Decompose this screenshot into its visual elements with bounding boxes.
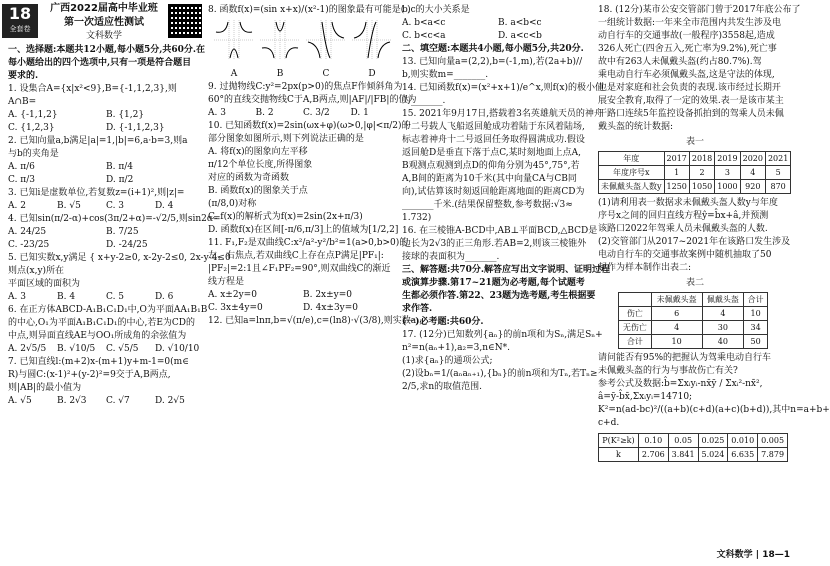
answer-option: B. 2√3: [57, 396, 87, 406]
table2-title: 表二: [685, 278, 704, 288]
answer-options: [8, 109, 204, 122]
text-line: 边长为2√3的正三角形.若AB=2,则该三棱锥外: [402, 239, 587, 249]
text-line: 则|AB|的最小值为: [8, 383, 82, 393]
text-line: 11. F₁,F₂是双曲线C:x²/a²-y²/b²=1(a>0,b>0)的: [208, 238, 409, 248]
text-line: 序号x之间的回归直线方程ŷ=b̂x+â,并预测: [598, 211, 769, 221]
text-line: b,c的大小关系是: [402, 5, 470, 15]
table-cell: 4: [702, 307, 744, 321]
text-line: (1)请利用表一数据求未佩戴头盔人数y与年度: [598, 198, 778, 208]
table-header-cell: 0.005: [758, 434, 788, 448]
table-header-cell: 2018: [689, 152, 714, 166]
text-line: 1.732): [402, 213, 432, 223]
answer-option: C. b<c<a: [402, 31, 446, 41]
text-line: R)与圆C:(x-1)²+(y-2)²=9交于A,B两点,: [8, 370, 171, 380]
table-header-row: [619, 293, 768, 307]
text-line: 戴头盔的统计数据:: [598, 122, 674, 132]
table-cell: 6.635: [728, 448, 758, 462]
table-header-cell: 2020: [740, 152, 765, 166]
graph-option-c: [306, 17, 346, 63]
answer-options: [8, 291, 204, 304]
table1-title: 表一: [685, 137, 704, 147]
table-header-cell: 合计: [744, 293, 768, 307]
answer-option: A. 3: [8, 292, 26, 302]
text-line: 动自行车的交通事故(一般程序)3558起,造成: [598, 31, 775, 41]
text-line: C. f(x)的解析式为f(x)=2sin(2x+π/3): [208, 212, 363, 222]
graph-option-d: [352, 17, 392, 63]
text-line: 部分图象如图所示,则下列说法正确的是: [208, 134, 364, 144]
answer-option: B. a<b<c: [498, 18, 542, 28]
answer-options: [208, 302, 398, 315]
text-line: 一、选择题:本题共12小题,每小题5分,共60分.在: [8, 45, 206, 55]
text-line: |PF₂|=2:1且∠F₁PF₂=90°,则双曲线C的渐近: [208, 264, 391, 274]
text-line: (2)交管部门从2017~2021年在该路口发生涉及: [598, 237, 791, 247]
table-header-cell: 0.05: [668, 434, 698, 448]
text-line: n²=n(aₙ+1),a₂=3,n∈N*.: [402, 343, 510, 353]
text-line: 或演算步骤.第17~21题为必考题,每个试题考: [402, 278, 585, 288]
answer-option: A. {-1,1,2}: [8, 110, 58, 120]
answer-options: [8, 200, 204, 213]
answer-option: C. 3/2: [303, 108, 330, 118]
column-3: [402, 4, 610, 394]
table-row: [599, 166, 791, 180]
text-line: 14. 已知函数f(x)=(x²+x+1)/e^x,则f(x)的极小值: [402, 83, 604, 93]
text-line: 与b的夹角是: [8, 149, 59, 159]
table-cell: 4: [740, 166, 765, 180]
answer-option: D. {-1,1,2,3}: [106, 123, 165, 133]
table-cell: 50: [744, 335, 768, 349]
subject: 文科数学: [85, 31, 122, 41]
text-line: 平面区域的面积为: [8, 279, 81, 289]
text-line: 每小题给出的四个选项中,只有一项是符合题目: [8, 58, 192, 68]
table-cell: 1000: [715, 180, 740, 194]
answer-options: [208, 289, 398, 302]
answer-option: C. -23/25: [8, 240, 50, 250]
text-line: 干路口连续5年监控设备抓拍到的驾乘人员未佩: [598, 109, 784, 119]
answer-options: [8, 343, 204, 356]
answer-option: D. √10/10: [155, 344, 200, 354]
text-line: c+d.: [598, 418, 620, 428]
answer-option: B. √5: [57, 201, 81, 211]
table-cell: 伤亡: [619, 307, 652, 321]
answer-option: A. √5: [8, 396, 32, 406]
table-header-cell: 2017: [664, 152, 689, 166]
text-line: 十二号载人飞船返回舱成功着陆于东风着陆场,: [402, 122, 585, 132]
answer-options: [402, 30, 594, 43]
badge-number: 18: [8, 4, 32, 23]
answer-option: C. √5/5: [106, 344, 139, 354]
answer-options: [8, 122, 204, 135]
answer-option: A. x±2y=0: [208, 290, 257, 300]
text-line: 二、填空题:本题共4小题,每小题5分,共20分.: [402, 44, 584, 54]
answer-options: [8, 161, 204, 174]
text-line: 的中心,O₁为平面A₁B₁C₁D₁的中心,若E为CD的: [8, 318, 196, 328]
graph-label: B: [276, 69, 284, 79]
answer-option: B. √10/5: [57, 344, 96, 354]
table-cell: 1250: [664, 180, 689, 194]
table3: [598, 433, 788, 462]
answer-options: [208, 107, 398, 120]
table-cell: 40: [702, 335, 744, 349]
graph-option-a: [214, 17, 254, 63]
table1: [598, 151, 791, 194]
text-line: _______千米.(结果保留整数,参考数据:√3≈: [402, 200, 573, 210]
answer-option: A. 24/25: [8, 227, 47, 237]
title-line1: 广西2022届高中毕业班: [50, 3, 158, 14]
answer-options: [8, 226, 204, 239]
table-header-cell: 佩戴头盔: [702, 293, 744, 307]
column-4: [598, 4, 830, 462]
text-line: 60°的直线交抛物线C于A,B两点,则|AF|/|FB|的值为: [208, 95, 417, 105]
text-line: 1. 设集合A={x|x²<9},B={-1,1,2,3},则: [8, 84, 177, 94]
table-header-row: [599, 434, 788, 448]
text-line: 一组统计数据:一年来全市范围内共发生涉及电: [598, 18, 782, 28]
text-line: 15. 2021年9月17日,搭载着3名英雄航天员的神舟: [402, 109, 603, 119]
text-line: 16. 在三棱锥A-BCD中,AB⊥平面BCD,△BCD是: [402, 226, 598, 236]
answer-option: C. √7: [106, 396, 130, 406]
text-line: 参考公式及数据:b̂=Σxᵢyᵢ-nx̄ȳ / Σxᵢ²-nx̄²,: [598, 379, 763, 389]
answer-option: B. {1,2}: [106, 110, 145, 120]
answer-option: D. 1: [350, 108, 369, 118]
table-header-cell: 2019: [715, 152, 740, 166]
text-line: 左、右焦点,若双曲线C上存在点P满足|PF₁|:: [208, 251, 384, 261]
text-line: b,则实数m=_______.: [402, 70, 489, 80]
answer-option: D. 4: [155, 201, 174, 211]
text-line: 12. 已知a=lnπ,b=√(π/e),c=(ln8)·√(3/8),则实数a,: [208, 316, 419, 326]
text-line: D. 函数f(x)在区间[-π/6,π/3]上的值域为[1/2,2]: [208, 225, 399, 235]
answer-options: [8, 239, 204, 252]
text-line: 也是对家庭和社会负责的表现.该市经过长期开: [598, 83, 781, 93]
text-line: 起作为样本制作出表二:: [598, 263, 692, 273]
text-line: 8. 函数f(x)=(sin x+x)/(x²-1)的图象最有可能是( ): [208, 5, 411, 15]
table-cell: 7.879: [758, 448, 788, 462]
table-cell: 5: [765, 166, 790, 180]
text-line: (2)设bₙ=1/(aₙaₙ₊₁),{bₙ}的前n项和为Tₙ,若Tₙ≥: [402, 369, 598, 379]
table-cell: 10: [744, 307, 768, 321]
answer-options: [8, 174, 204, 187]
table-row: [619, 321, 768, 335]
text-line: π/12个单位长度,所得图象: [208, 160, 313, 170]
answer-option: D. 6: [155, 292, 174, 302]
answer-option: A. 2: [8, 201, 26, 211]
text-line: 请问能否有95%的把握认为驾乘电动自行车: [598, 353, 772, 363]
table-cell: 1: [664, 166, 689, 180]
table-cell: 6: [651, 307, 702, 321]
answer-option: B. 7/25: [106, 227, 139, 237]
text-line: A. 将f(x)的图象向左平移: [208, 147, 308, 157]
text-line: 9. 过抛物线C:y²=2px(p>0)的焦点F作倾斜角为: [208, 82, 403, 92]
answer-option: C. 5: [106, 292, 125, 302]
text-line: 中点,则异面直线AE与OO₁所成角的余弦值为: [8, 331, 187, 341]
table-cell: 合计: [619, 335, 652, 349]
badge-text: 全套卷: [9, 25, 31, 33]
text-line: 2. 已知向量a,b满足|a|=1,|b|=6,a·b=3,则a: [8, 136, 188, 146]
table-header-cell: [619, 293, 652, 307]
paper-number-badge: [2, 4, 38, 38]
text-line: 10. 已知函数f(x)=2sin(ωx+φ)(ω>0,|φ|<π/2)的: [208, 121, 411, 131]
answer-option: C. {1,2,3}: [8, 123, 55, 133]
text-line: 求作答.: [402, 304, 433, 314]
answer-option: C. 3: [106, 201, 125, 211]
table-row: [599, 180, 791, 194]
text-line: 3. 已知i是虚数单位,若复数z=(i+1)²,则|z|=: [8, 188, 185, 198]
text-line: B观测点观测到点D的仰角分别为45°,75°,若: [402, 161, 580, 171]
table-cell: 4: [651, 321, 702, 335]
table-row: [619, 335, 768, 349]
table-cell: 年度序号x: [599, 166, 665, 180]
text-line: 接球的表面积为_______.: [402, 252, 500, 262]
text-line: 生都必须作答.第22、23题为选考题,考生根据要: [402, 291, 596, 301]
text-line: 三、解答题:共70分.解答应写出文字说明、证明过程: [402, 265, 610, 275]
table-row: [619, 307, 768, 321]
text-line: 电动自行车的交通事故案例中随机抽取了50: [598, 250, 772, 260]
table-header-cell: P(K²≥k): [599, 434, 639, 448]
text-line: 展安全教育,取得了一定的效果.表一是该市某主: [598, 96, 784, 106]
text-line: 为_______.: [402, 96, 446, 106]
text-line: (π/8,0)对称: [208, 199, 257, 209]
answer-option: B. π/4: [106, 162, 134, 172]
text-line: 2/5,求n的取值范围.: [402, 382, 483, 392]
text-line: 线方程是: [208, 277, 245, 287]
text-line: 该路口2022年驾乘人员未佩戴头盔的人数.: [598, 224, 768, 234]
table-header-cell: 0.010: [728, 434, 758, 448]
answer-option: D. 2√5: [155, 396, 185, 406]
exam-header: [44, 2, 164, 42]
qr-code-icon: [168, 4, 202, 38]
table-header-cell: 年度: [599, 152, 665, 166]
table-cell: k: [599, 448, 639, 462]
table-cell: 920: [740, 180, 765, 194]
answer-option: B. 2: [255, 108, 274, 118]
graph-label: C: [322, 69, 330, 79]
text-line: 5. 已知实数x,y满足 { x+y-2≥0, x-2y-2≤0, 2x-y-4≤0: [8, 253, 231, 263]
table-header-cell: 2021: [765, 152, 790, 166]
table-cell: 5.024: [698, 448, 728, 462]
text-line: 则点(x,y)所在: [8, 266, 65, 276]
answer-option: A. π/6: [8, 162, 35, 172]
answer-option: A. 3: [208, 108, 226, 118]
text-line: (1)求{aₙ}的通项公式;: [402, 356, 493, 366]
text-line: A∩B=: [8, 97, 37, 107]
table-cell: 无伤亡: [619, 321, 652, 335]
text-line: 故中有263人未佩戴头盔(约占80.7%).驾: [598, 57, 762, 67]
table-cell: 2: [689, 166, 714, 180]
table-cell: 3.841: [668, 448, 698, 462]
table-cell: 未佩戴头盔人数y: [599, 180, 665, 194]
table-cell: 2.706: [638, 448, 668, 462]
text-line: 返回舱D是垂直下落于点C,某时刻地面上点A,: [402, 148, 582, 158]
graph-options: [208, 17, 398, 81]
text-line: 要求的.: [8, 71, 39, 81]
table-row: [599, 448, 788, 462]
table-cell: 3: [715, 166, 740, 180]
answer-option: A. b<a<c: [402, 18, 446, 28]
table2: [618, 292, 768, 349]
answer-option: B. 2x±y=0: [303, 290, 353, 300]
answer-option: D. a<c<b: [498, 31, 542, 41]
text-line: â=ȳ-b̂x̄,Σxᵢyᵢ=14710;: [598, 392, 693, 402]
text-line: 乘电动自行车必须佩戴头盔,这是守法的体现,: [598, 70, 775, 80]
text-line: 标志着神舟十二号返回任务取得圆满成功.假设: [402, 135, 585, 145]
answer-options: [8, 395, 204, 408]
text-line: B. 函数f(x)的图象关于点: [208, 186, 308, 196]
answer-option: D. 4x±3y=0: [303, 303, 359, 313]
text-line: 向),试估算该时刻返回舱距离地面的距离CD为: [402, 187, 585, 197]
graph-label: A: [230, 69, 238, 79]
table-header-row: [599, 152, 791, 166]
answer-option: D. -24/25: [106, 240, 148, 250]
graph-option-b: [260, 17, 300, 63]
text-line: 326人死亡(四舍五入,死亡率为9.2%),死亡事: [598, 44, 777, 54]
table-cell: 34: [744, 321, 768, 335]
graph-label: D: [368, 69, 376, 79]
text-line: 7. 已知直线l:(m+2)x-(m+1)y+m-1=0(m∈: [8, 357, 189, 367]
answer-option: A. 2√5/5: [8, 344, 47, 354]
text-line: 18. (12分)某市公安交管部门曾于2017年底公布了: [598, 5, 801, 15]
table-cell: 10: [651, 335, 702, 349]
table-header-cell: 0.025: [698, 434, 728, 448]
text-line: 17. (12分)已知数列{aₙ}的前n项和为Sₙ,满足Sₙ+: [402, 330, 603, 340]
text-line: K²=n(ad-bc)²/((a+b)(c+d)(a+c)(b+d)),其中n=a+b+: [598, 405, 830, 415]
text-line: 4. 已知sin(π/2-α)+cos(3π/2+α)=-√2/5,则sin2α=: [8, 214, 221, 224]
page-footer: 文科数学 | 18—1: [716, 550, 790, 560]
answer-option: D. π/2: [106, 175, 134, 185]
text-line: (一)必考题:共60分.: [402, 317, 484, 327]
table-cell: 870: [765, 180, 790, 194]
table-cell: 1050: [689, 180, 714, 194]
answer-option: B. 4: [57, 292, 76, 302]
text-line: 6. 在正方体ABCD-A₁B₁C₁D₁中,O为平面AA₁B₁B: [8, 305, 208, 315]
text-line: 13. 已知向量a=(2,2),b=(-1,m),若(2a+b)//: [402, 57, 583, 67]
table-header-cell: 未佩戴头盔: [651, 293, 702, 307]
text-line: 未佩戴头盔的行为与事故伤亡有关?: [598, 366, 738, 376]
text-line: 对应的函数为奇函数: [208, 173, 290, 183]
answer-options: [402, 17, 594, 30]
text-line: A,B间的距离为10千米(其中向量CA与CB同: [402, 174, 577, 184]
answer-option: C. π/3: [8, 175, 35, 185]
table-cell: 30: [702, 321, 744, 335]
title-line2: 第一次适应性测试: [64, 17, 144, 28]
table-header-cell: 0.10: [638, 434, 668, 448]
answer-option: C. 3x±4y=0: [208, 303, 263, 313]
